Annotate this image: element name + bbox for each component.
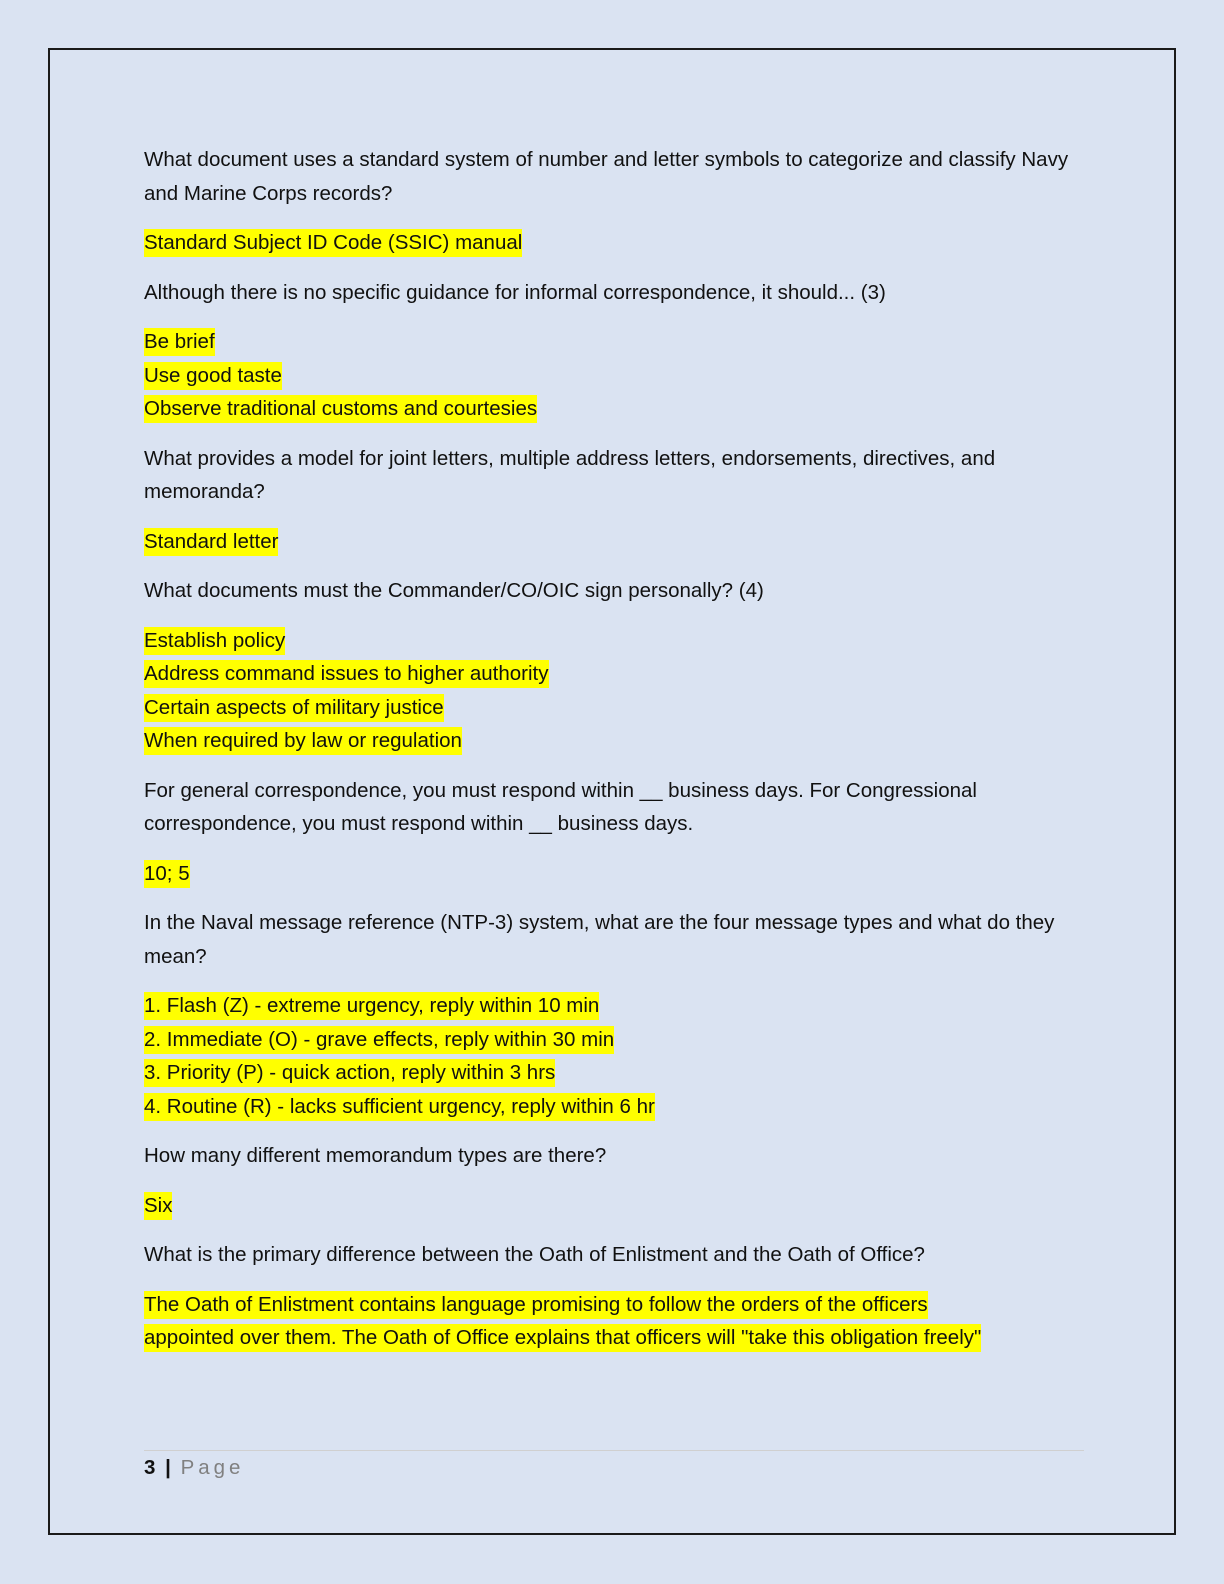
question-text: What provides a model for joint letters, multiple address letters, endorsements, directives, and memoranda? [144,446,996,503]
answer-block [144,325,1084,426]
answer-line: 3. Priority (P) - quick action, reply within 3 hrs [144,1059,555,1087]
answer-line: The Oath of Enlistment contains language promising to follow the orders of the officers [144,1291,928,1319]
question-text: Although there is no specific guidance for informal correspondence, it should... (3) [144,280,886,304]
question-text: What documents must the Commander/CO/OIC sign personally? (4) [144,579,764,602]
question-text: For general correspondence, you must respond within __ business days. For Congressional correspondence, you must respond within __ business days. [144,778,977,835]
answer-line: Six [144,1192,172,1220]
answer-line: Standard Subject ID Code (SSIC) manual [144,229,522,257]
answer-line: Use good taste [144,362,282,390]
page-footer [144,1454,244,1482]
answer-line: Address command issues to higher authority [144,660,549,688]
answer-block [144,857,1084,891]
answer-block [144,226,1084,260]
answer-line: appointed over them. The Oath of Office explains that officers will "take this obligation freely" [144,1324,981,1352]
answer-line: When required by law or regulation [144,727,462,755]
answer-line: 10; 5 [144,860,190,888]
answer-line: Establish policy [144,627,285,655]
answer-block [144,1288,1084,1355]
answer-line: 4. Routine (R) - lacks sufficient urgency, reply within 6 hr [144,1093,655,1121]
question-text: What document uses a standard system of number and letter symbols to categorize and classify Navy and Marine Corps records? [144,148,1069,205]
question-text: How many different memorandum types are there? [144,1144,607,1167]
answer-line: 2. Immediate (O) - grave effects, reply within 30 min [144,1026,614,1054]
question-text: In the Naval message reference (NTP-3) system, what are the four message types and what do they mean? [144,911,1055,968]
answer-line: Certain aspects of military justice [144,694,444,722]
answer-block [144,1189,1084,1223]
answer-line: Standard letter [144,528,278,556]
page-number: 3 [144,1456,156,1479]
document-body [144,143,1084,1371]
page-label: Page [180,1456,245,1479]
footer-separator: | [165,1456,171,1479]
question-text: What is the primary difference between the Oath of Enlistment and the Oath of Office? [144,1243,925,1266]
answer-block [144,989,1084,1123]
answer-block [144,525,1084,559]
answer-line: Observe traditional customs and courtesies [144,395,537,423]
footer-divider [144,1450,1084,1451]
answer-line: Be brief [144,328,215,356]
answer-line: 1. Flash (Z) - extreme urgency, reply within 10 min [144,992,599,1020]
answer-block [144,624,1084,758]
